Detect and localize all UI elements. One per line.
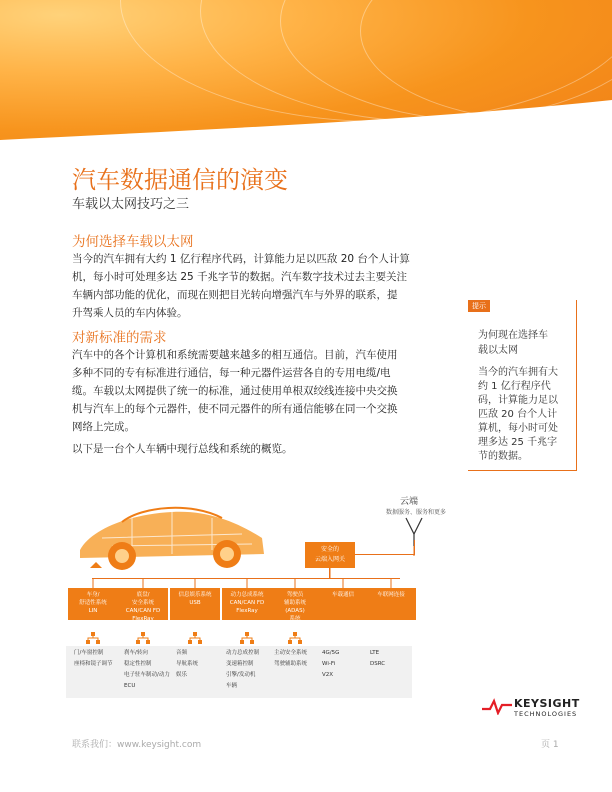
system-details-connectivity xyxy=(370,648,410,670)
network-node-icon xyxy=(240,632,254,644)
system-label: 舒适性系统 xyxy=(79,600,107,606)
network-node-icon xyxy=(86,632,100,644)
detail-line: V2X xyxy=(322,672,334,678)
detail-line: 变速箱控制 xyxy=(226,661,254,667)
paragraph-line: 多种不同的专有标准进行通信，每一种元器件运营各自的专用电缆/电 xyxy=(72,367,391,379)
detail-line: 座椅和镜子调节 xyxy=(74,661,113,667)
section-heading-why: 为何选择车载以太网 xyxy=(72,234,194,250)
detail-line: 引擎/发动机 xyxy=(226,672,256,678)
sidebar-line: 节的数据。 xyxy=(478,451,528,462)
detail-line: 娱乐 xyxy=(176,672,188,678)
car-illustration xyxy=(72,488,272,580)
network-node-icon xyxy=(188,632,202,644)
system-label: 驾驶员 xyxy=(286,592,304,598)
detail-line: 音频 xyxy=(176,650,188,656)
system-details-chassis xyxy=(124,648,178,692)
paragraph-line: 当今的汽车拥有大约 1 亿行程序代码，计算能力足以匹敌 20 台个人计算 xyxy=(72,253,410,265)
system-label: USB xyxy=(189,600,201,606)
system-label: 车载通信 xyxy=(331,592,354,598)
banner-curve xyxy=(0,100,612,160)
sidebar-line: 匹敌 20 台个人计 xyxy=(478,409,558,420)
system-details-infotainment xyxy=(176,648,230,681)
system-label: 辅助系统 xyxy=(283,600,306,606)
paragraph-line: 网络上完成。 xyxy=(72,421,135,433)
section-heading-need: 对新标准的需求 xyxy=(72,330,167,346)
gateway-link xyxy=(355,554,415,555)
system-details-body xyxy=(74,648,128,670)
cloud-label: 云端 xyxy=(400,497,419,507)
detail-line: 驾驶辅助系统 xyxy=(274,661,308,667)
page-subtitle: 车载以太网技巧之三 xyxy=(72,197,190,212)
system-label: 信息娱乐系统 xyxy=(178,592,212,598)
system-label: 车身/ xyxy=(86,592,100,598)
detail-line: 动力总成控制 xyxy=(226,650,260,656)
network-node-icon xyxy=(288,632,302,644)
paragraph-line: 升驾乘人员的车内体验。 xyxy=(72,307,188,319)
paragraph-line: 车辆内部功能的优化，而现在则把目光转向增强汽车与外界的联系，提 xyxy=(72,289,398,301)
detail-line: 电子驻车制动/动力 ECU xyxy=(124,672,170,689)
sidebar-line: 约 1 亿行程序代 xyxy=(478,381,551,392)
detail-line: 刹车/转向 xyxy=(124,650,148,656)
system-label: 底盘/ xyxy=(136,592,150,598)
sidebar-line: 算机，每小时可处 xyxy=(478,423,558,434)
system-label: CAN/CAN FD xyxy=(229,600,265,606)
sidebar-title xyxy=(478,328,574,358)
gateway-line: 安全的 xyxy=(320,546,339,553)
section-need-body xyxy=(72,346,462,436)
detail-line: 稳定性控制 xyxy=(124,661,152,667)
sidebar-line: 当今的汽车拥有大 xyxy=(478,367,558,378)
sidebar-body xyxy=(478,366,574,464)
system-label: LIN xyxy=(88,608,98,614)
detail-line: DSRC xyxy=(370,661,386,667)
detail-line: Wi-Fi xyxy=(322,661,336,667)
system-box-chassis xyxy=(118,588,168,620)
tip-tag: 提示 xyxy=(468,300,490,312)
page-title: 汽车数据通信的演变 xyxy=(72,166,288,194)
footer-contact[interactable]: 联系我们：www.keysight.com xyxy=(72,740,202,750)
sidebar-title-line: 为何现在选择车 xyxy=(478,330,548,341)
network-node-icon xyxy=(136,632,150,644)
system-label: 车联网连接 xyxy=(377,592,405,598)
detail-line: 门/车窗控制 xyxy=(74,650,104,656)
page-number: 页 1 xyxy=(541,740,559,750)
paragraph-line: 汽车中的各个计算机和系统需要越来越多的相互通信。目前，汽车使用 xyxy=(72,349,398,361)
sidebar-line: 码，计算能力足以 xyxy=(478,395,558,406)
system-details-adas xyxy=(274,648,328,670)
secure-gateway-box xyxy=(305,542,355,568)
system-label: CAN/CAN FD xyxy=(125,608,161,614)
antenna-link xyxy=(414,540,415,555)
system-box-powertrain xyxy=(222,588,272,620)
system-box-connectivity xyxy=(366,588,416,620)
sidebar-line: 理多达 25 千兆字 xyxy=(478,437,558,448)
system-details-telematics xyxy=(322,648,376,681)
keysight-logo-icon xyxy=(482,697,512,715)
section-why-body xyxy=(72,250,462,322)
system-box-telematics xyxy=(318,588,368,620)
paragraph-line: 机与汽车上的每个元器件，使不同元器件的所有通信能够在同一个交换 xyxy=(72,403,398,415)
sidebar-title-line: 载以太网 xyxy=(478,345,518,356)
system-box-body xyxy=(68,588,118,620)
logo-tagline: TECHNOLOGIES xyxy=(514,710,578,718)
system-label: (ADAS) xyxy=(285,608,305,614)
system-box-adas xyxy=(270,588,320,620)
detail-line: 主动安全系统 xyxy=(274,650,308,656)
system-label: 安全系统 xyxy=(131,600,154,606)
bus-drops xyxy=(66,578,416,590)
detail-line: LTE xyxy=(370,650,380,656)
system-details-powertrain xyxy=(226,648,280,692)
system-box-infotainment xyxy=(170,588,220,620)
gateway-bus-link xyxy=(329,568,330,578)
system-label: FlexRay xyxy=(236,608,258,614)
detail-line: 车辆 xyxy=(226,683,238,689)
sidebar-tip xyxy=(468,300,577,471)
gateway-line: 云端入网关 xyxy=(314,556,345,563)
detail-line: 导航系统 xyxy=(176,661,199,667)
cloud-sublabel: 数据服务、服务和更多 xyxy=(386,509,447,516)
system-label: 动力总成系统 xyxy=(230,592,264,598)
system-label: 系统 xyxy=(289,616,301,622)
detail-line: 4G/5G xyxy=(322,650,340,656)
logo-wordmark: KEYSIGHT xyxy=(514,697,580,710)
paragraph-line: 机，每小时可处理多达 25 千兆字节的数据。汽车数字技术过去主要关注 xyxy=(72,271,408,283)
overview-intro: 以下是一台个人车辆中现行总线和系统的概览。 xyxy=(72,443,293,455)
paragraph-line: 缆。车载以太网提供了统一的标准，通过使用单根双绞线连接中央交换 xyxy=(72,385,398,397)
system-label: FlexRay xyxy=(132,616,154,622)
